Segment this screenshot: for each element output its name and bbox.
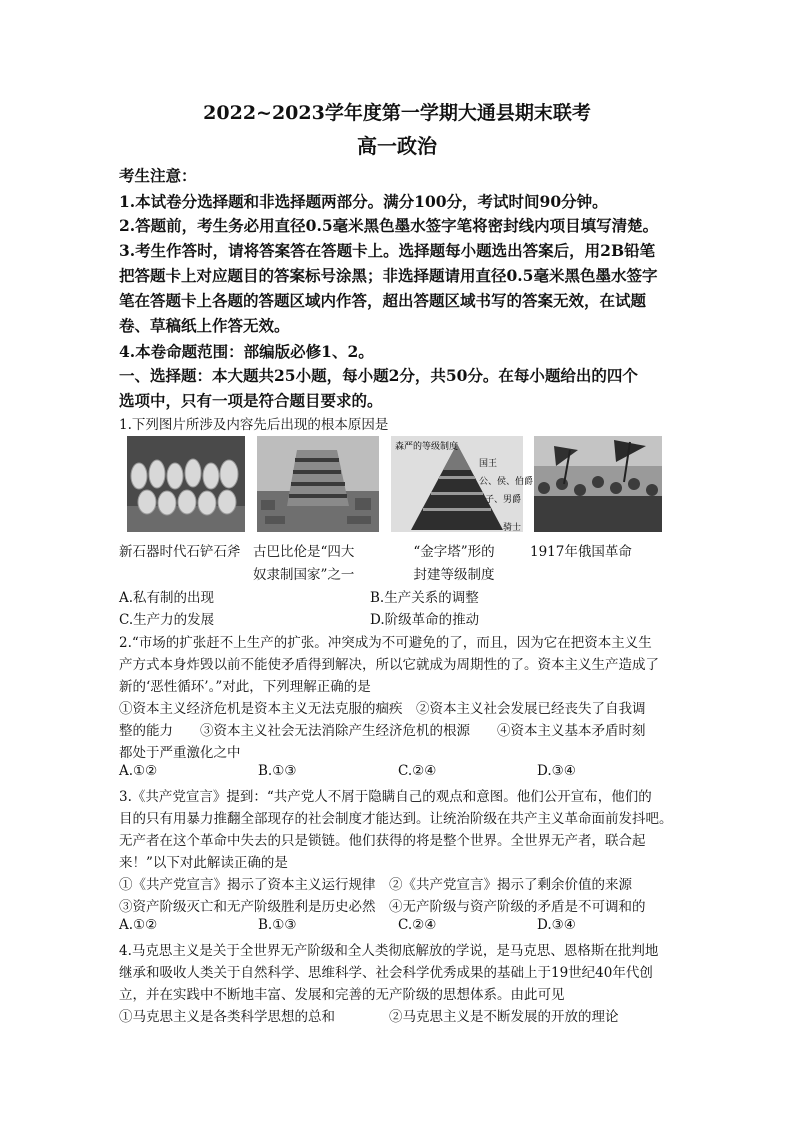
question-3-text: 来！”以下对此解读正确的是 — [119, 855, 288, 871]
pyramid-label: 子、男爵 — [485, 495, 522, 505]
answer-option-c: C.②④ — [398, 917, 437, 933]
notice-line: 笔在答题卡上各题的答题区域内作答，超出答题区域书写的答案无效，在试题 — [119, 291, 647, 310]
image-caption: 古巴比伦是“四大 — [253, 544, 355, 560]
image-caption: 新石器时代石铲石斧 — [119, 544, 241, 560]
question-2-text: 都处于严重激化之中 — [119, 745, 241, 761]
notice-line: 3.考生作答时，请将答案答在答题卡上。选择题每小题选出答案后，用2B铅笔 — [119, 241, 656, 260]
question-3-text: 无产者在这个革命中失去的只是锁链。他们获得的将是整个世界。全世界无产者，联合起 — [119, 833, 646, 849]
answer-option-a: A.私有制的出现 — [119, 590, 215, 606]
answer-option-d: D.③④ — [537, 917, 576, 933]
pyramid-label: 骑士 — [503, 523, 522, 533]
answer-option-d: D.③④ — [537, 763, 576, 779]
exam-subject: 高一政治 — [357, 134, 437, 158]
image-caption: 奴隶制国家”之一 — [253, 567, 355, 583]
stone-tools-image — [127, 436, 245, 532]
feudal-pyramid-image — [391, 436, 534, 533]
notice-label: 考生注意： — [119, 166, 197, 185]
notice-line: 卷、草稿纸上作答无效。 — [119, 316, 290, 335]
notice-line: 2.答题前，考生务必用直径0.5毫米黑色墨水签字笔将密封线内项目填写清楚。 — [119, 216, 659, 235]
question-3-text: 目的只有用暴力推翻全部现存的社会制度才能达到。让统治阶级在共产主义革命面前发抖吧。 — [119, 811, 673, 827]
question-3-text: ①《共产党宣言》揭示了资本主义运行规律 ②《共产党宣言》揭示了剩余价值的来源 — [119, 877, 632, 893]
image-caption: “金字塔”形的 — [413, 544, 495, 560]
answer-option-b: B.①③ — [258, 917, 297, 933]
answer-option-a: A.①② — [119, 917, 158, 933]
answer-option-c: C.②④ — [398, 763, 437, 779]
pyramid-label: 公、侯、伯爵 — [479, 477, 534, 487]
answer-option-b: B.生产关系的调整 — [370, 590, 479, 606]
question-2-text: 整的能力 ③资本主义社会无法消除产生经济危机的根源 ④资本主义基本矛盾时刻 — [119, 723, 646, 739]
question-2-text: 新的‘恶性循环’。”对此，下列理解正确的是 — [119, 679, 371, 695]
question-4-text: 继承和吸收人类关于自然科学、思维科学、社会科学优秀成果的基础上于19世纪40年代创 — [119, 965, 653, 981]
answer-option-b: B.①③ — [258, 763, 297, 779]
question-3-text: 3.《共产党宣言》提到：“共产党人不屑于隐瞒自己的观点和意图。他们公开宣布，他们的 — [119, 789, 652, 805]
section-heading: 一、选择题：本大题共25小题，每小题2分，共50分。在每小题给出的四个 — [119, 366, 638, 385]
answer-option-a: A.①② — [119, 763, 158, 779]
answer-option-c: C.生产力的发展 — [119, 612, 215, 628]
question-4-text: ①马克思主义是各类科学思想的总和 ②马克思主义是不断发展的开放的理论 — [119, 1009, 619, 1025]
exam-title: 2022~2023学年度第一学期大通县期末联考 — [203, 102, 591, 124]
russian-revolution-image — [534, 436, 662, 532]
babylon-image — [257, 436, 379, 532]
image-caption: 1917年俄国革命 — [530, 544, 632, 560]
question-3-text: ③资产阶级灭亡和无产阶级胜利是历史必然 ④无产阶级与资产阶级的矛盾是不可调和的 — [119, 899, 646, 915]
notice-line: 把答题卡上对应题目的答案标号涂黑；非选择题请用直径0.5毫米黑色墨水签字 — [119, 266, 658, 285]
section-heading: 选项中，只有一项是符合题目要求的。 — [119, 391, 383, 410]
question-2-text: 产方式本身炸毁以前不能使矛盾得到解决，所以它就成为周期性的了。资本主义生产造成了 — [119, 657, 659, 673]
pyramid-label: 国王 — [479, 459, 498, 469]
question-4-text: 4.马克思主义是关于全世界无产阶级和全人类彻底解放的学说，是马克思、恩格斯在批判地 — [119, 943, 659, 959]
notice-line: 1.本试卷分选择题和非选择题两部分。满分100分，考试时间90分钟。 — [119, 192, 608, 211]
question-4-text: 立，并在实践中不断地丰富、发展和完善的无产阶级的思想体系。由此可见 — [119, 987, 565, 1003]
image-caption: 封建等级制度 — [413, 567, 495, 583]
question-1-stem: 1.下列图片所涉及内容先后出现的根本原因是 — [119, 417, 389, 433]
answer-option-d: D.阶级革命的推动 — [370, 612, 480, 628]
notice-line: 4.本卷命题范围：部编版必修1、2。 — [119, 342, 374, 361]
question-2-text: ①资本主义经济危机是资本主义无法克服的痼疾 ②资本主义社会发展已经丧失了自我调 — [119, 701, 646, 717]
pyramid-title: 森严的等级制度 — [395, 442, 459, 452]
question-2-text: 2.“市场的扩张赶不上生产的扩张。冲突成为不可避免的了，而且，因为它在把资本主义生 — [119, 635, 652, 651]
